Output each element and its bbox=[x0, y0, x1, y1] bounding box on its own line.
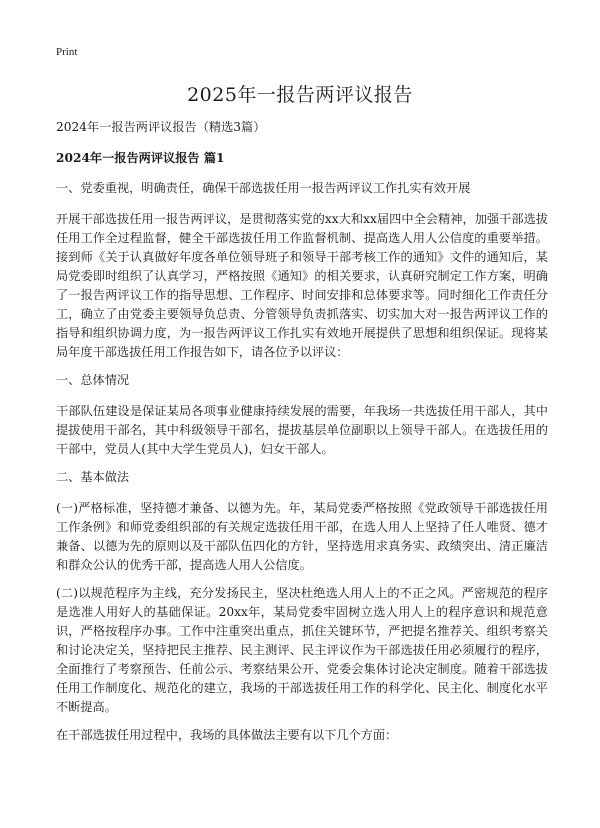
print-link[interactable]: Print bbox=[56, 46, 78, 58]
paragraph-5: 在干部选拔任用过程中，我场的具体做法主要有以下几个方面： bbox=[56, 728, 398, 742]
paragraph-1: 开展干部选拔任用一报告两评议，是贯彻落实党的xx大和xx届四中全会精神，加强干部选拔任用工作全过程监督，健全干部选拔任用工作监督机制、提高选人用人公信度的重要举措。接到师《关于认真做好年度各单位领导班子和领导干部考核工作的通知》文件的通知后，某局党委即时组织了认真学习，严格按照《通知》的相关要求，认真研究制定工作方案，明确了一报告两评议工作的指导思想、工作程序、时间安排和总体要求等。同时细化工作责任分工，确立了由党委主要领导负总责、分管领导负责抓落实、切实加大对一报告两评议工作的指导和组织协调力度，为一报告两评议工作扎实有效地开展提供了思想和组织保证。现将某局年度干部选拔任用工作报告如下，请各位予以评议： bbox=[56, 212, 548, 359]
paragraph-2: 干部队伍建设是保证某局各项事业健康持续发展的需要，年我场一共选拔任用干部人，其中提拔使用干部名，其中科级领导干部名，提拔基层单位副职以上领导干部人。在选拔任用的干部中，党员人(其中大学生党员人)，妇女干部人。 bbox=[56, 404, 548, 456]
article-heading: 2024年一报告两评议报告 篇1 bbox=[56, 151, 225, 165]
section-heading-2: 一、总体情况 bbox=[56, 373, 130, 387]
paragraph-3: (一)严格标准，坚持德才兼备、以德为先。年，某局党委严格按照《党政领导干部选拔任用工作条例》和师党委组织部的有关规定选拔任用干部，在选人用人上坚持了任人唯贤、德才兼备、以德为先的原则以及干部队伍四化的方针，坚持选用求真务实、政绩突出、清正廉洁和群众公认的优秀干部，提高选人用人公信度。 bbox=[56, 501, 548, 572]
page-title: 2025年一报告两评议报告 bbox=[187, 84, 413, 106]
section-heading-1: 一、党委重视，明确责任，确保干部选拔任用一报告两评议工作扎实有效开展 bbox=[56, 181, 471, 195]
document-subtitle: 2024年一报告两评议报告（精选3篇） bbox=[56, 120, 266, 134]
section-heading-3: 二、基本做法 bbox=[56, 470, 130, 484]
document-body bbox=[56, 118, 548, 754]
paragraph-4: (二)以规范程序为主线，充分发扬民主，坚决杜绝选人用人上的不正之风。严密规范的程序是选准人用好人的基础保证。20xx年，某局党委牢固树立选人用人上的程序意识和规范意识，严格按程序办事。工作中注重突出重点，抓住关键环节，严把提名推荐关、组织考察关和讨论决定关，坚持把民主推荐、民主测评、民主评议作为干部选拔任用必须履行的程序，全面推行了考察预告、任前公示、考察结果公开、党委会集体讨论决定制度。随着干部选拔任用工作制度化、规范化的建立，我场的干部选拔任用工作的科学化、民主化、制度化水平不断提高。 bbox=[56, 586, 548, 714]
